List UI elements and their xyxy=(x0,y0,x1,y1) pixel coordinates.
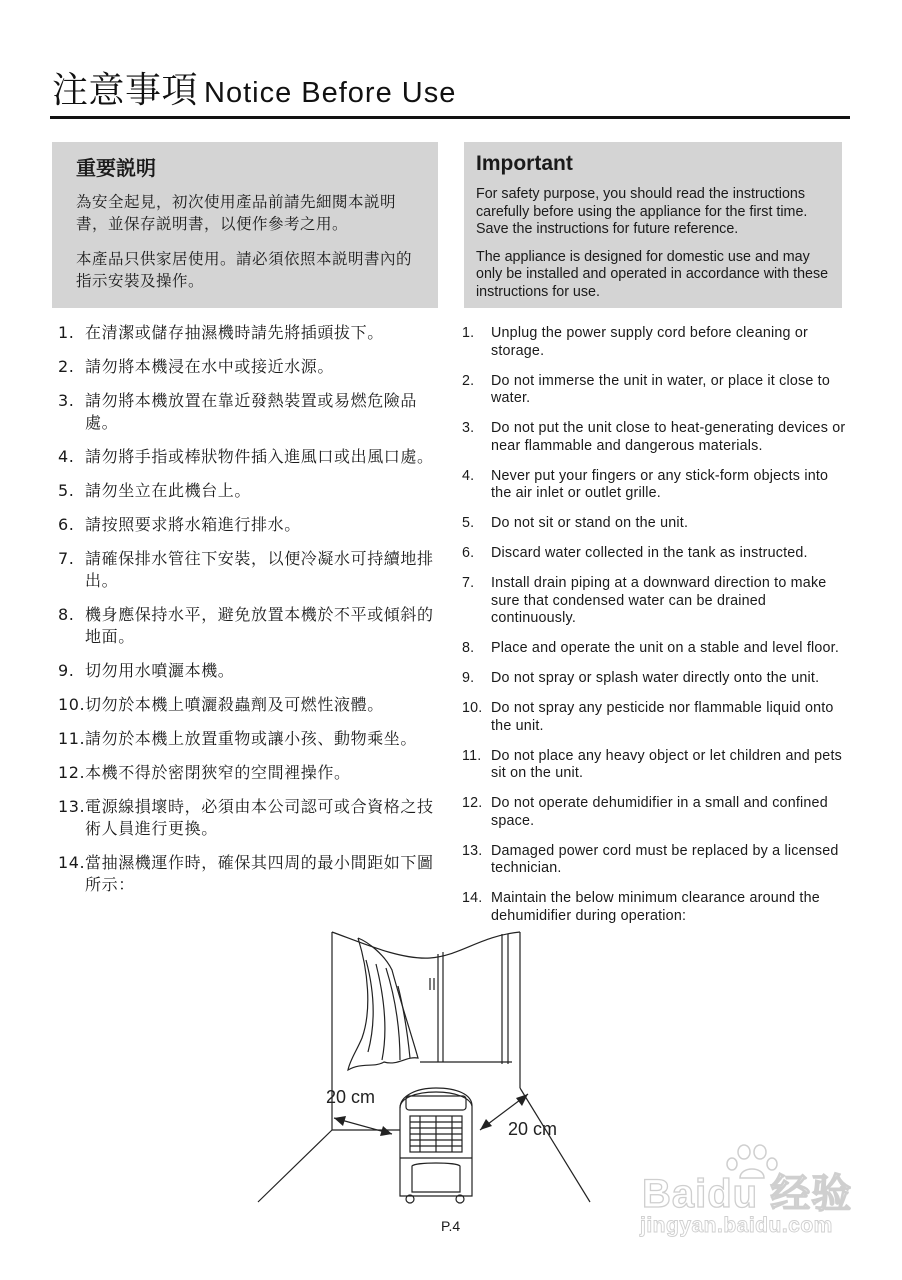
list-item-number: 13. xyxy=(462,842,483,859)
title-divider xyxy=(50,116,850,119)
list-item-number: 14. xyxy=(462,890,483,906)
list-item-text: Do not sit or stand on the unit. xyxy=(491,515,689,531)
list-item-number: 5. xyxy=(58,481,75,500)
list-item-text: 切勿用水噴灑本機。 xyxy=(85,661,235,680)
list-item xyxy=(58,446,438,468)
list-item-text: Never put your fingers or any stick-form objects into the air inlet or outlet grille. xyxy=(491,467,829,501)
list-item-number: 1. xyxy=(58,323,75,342)
list-item xyxy=(462,890,846,925)
list-item xyxy=(462,670,846,688)
list-item xyxy=(58,660,438,682)
list-item xyxy=(462,795,846,830)
page-number: P.4 xyxy=(441,1218,461,1234)
list-item xyxy=(58,356,438,378)
list-item xyxy=(462,325,846,360)
list-item xyxy=(58,604,438,648)
list-item xyxy=(58,762,438,784)
list-item-number: 4. xyxy=(58,447,75,466)
list-item-text: 請勿坐立在此機台上。 xyxy=(85,481,252,500)
list-item-number: 6. xyxy=(58,515,75,534)
list-item-text: Do not operate dehumidifier in a small and confined space. xyxy=(491,795,828,829)
list-item xyxy=(462,575,846,628)
list-item-text: Place and operate the unit on a stable and level floor. xyxy=(491,640,840,656)
page-title xyxy=(52,62,456,113)
list-item-text: Discard water collected in the tank as instructed. xyxy=(491,545,808,561)
list-item-number: 12. xyxy=(58,763,86,782)
important-paragraph-zh-2: 本產品只供家居使用。請必須依照本説明書內的指示安裝及操作。 xyxy=(76,250,413,290)
list-item-number: 14. xyxy=(58,853,86,872)
list-item xyxy=(58,514,438,536)
list-item xyxy=(462,515,846,533)
baidu-logo-text: Baidu 经验 xyxy=(642,1172,853,1216)
page-title-zh: 注意事項 xyxy=(52,70,199,111)
list-item xyxy=(58,796,438,840)
list-item-text: 請勿將本機浸在水中或接近水源。 xyxy=(85,357,335,376)
list-item-text: 當抽濕機運作時，確保其四周的最小間距如下圖所示： xyxy=(85,853,434,894)
important-heading-zh: 重要説明 xyxy=(76,156,156,180)
list-item xyxy=(58,852,438,896)
list-item-number: 9. xyxy=(462,670,475,686)
list-item-text: Do not spray or splash water directly onto the unit. xyxy=(491,670,820,686)
list-item-text: Do not immerse the unit in water, or place it close to water. xyxy=(491,372,830,406)
list-item-text: Do not place any heavy object or let children and pets sit on the unit. xyxy=(491,747,842,781)
list-item-text: 請勿將手指或棒狀物件插入進風口或出風口處。 xyxy=(85,447,434,466)
list-item-number: 7. xyxy=(58,549,75,568)
list-item xyxy=(462,373,846,408)
list-item-number: 2. xyxy=(462,372,475,389)
page-title-en: Notice Before Use xyxy=(204,77,457,109)
list-item xyxy=(462,700,846,735)
important-paragraph-en-2: The appliance is designed for domestic use and may only be installed and operated in accordance with these instructions for use. xyxy=(476,248,829,300)
list-item-text: 在清潔或儲存抽濕機時請先將插頭拔下。 xyxy=(85,323,384,342)
list-item-text: 電源線損壞時，必須由本公司認可或合資格之技術人員進行更換。 xyxy=(85,797,434,838)
list-item xyxy=(58,390,438,434)
list-item-text: Do not put the unit close to heat-generating devices or near flammable and dangerous materials. xyxy=(491,420,846,454)
notice-list-en xyxy=(462,325,846,938)
list-item-number: 10. xyxy=(58,695,86,714)
list-item xyxy=(462,843,846,878)
important-heading-en: Important xyxy=(476,152,573,175)
list-item xyxy=(58,694,438,716)
clearance-left-label: 20 cm xyxy=(326,1087,376,1107)
list-item xyxy=(462,468,846,503)
list-item-text: 請確保排水管往下安裝，以便冷凝水可持續地排出。 xyxy=(85,549,434,590)
list-item xyxy=(58,480,438,502)
list-item-text: 請勿於本機上放置重物或讓小孩、動物乘坐。 xyxy=(85,729,418,748)
list-item-text: Unplug the power supply cord before cleaning or storage. xyxy=(491,325,808,359)
clearance-illustration xyxy=(250,930,640,1212)
list-item-number: 1. xyxy=(462,325,475,341)
list-item-text: Maintain the below minimum clearance around the dehumidifier during operation: xyxy=(491,890,820,924)
list-item xyxy=(58,728,438,750)
list-item-number: 11. xyxy=(462,747,482,764)
list-item-text: 切勿於本機上噴灑殺蟲劑及可燃性液體。 xyxy=(85,695,384,714)
list-item-text: Do not spray any pesticide nor flammable liquid onto the unit. xyxy=(491,700,834,734)
list-item xyxy=(462,420,846,455)
list-item-text: Install drain piping at a downward direction to make sure that condensed water can be drained continuously. xyxy=(491,575,827,626)
important-box-en xyxy=(464,142,842,308)
baidu-url-text: jingyan.baidu.com xyxy=(640,1214,833,1237)
list-item xyxy=(462,640,846,658)
important-paragraph-en-1: For safety purpose, you should read the instructions carefully before using the appliance for the first time. Save the instructions for future reference. xyxy=(476,186,808,237)
list-item-text: 機身應保持水平，避免放置本機於不平或傾斜的地面。 xyxy=(85,605,434,646)
list-item xyxy=(462,545,846,563)
list-item-number: 6. xyxy=(462,545,475,561)
list-item-text: Damaged power cord must be replaced by a licensed technician. xyxy=(491,842,839,876)
list-item-number: 8. xyxy=(462,640,475,656)
list-item-text: 本機不得於密閉狹窄的空間裡操作。 xyxy=(85,763,351,782)
important-box-zh xyxy=(52,142,438,308)
list-item xyxy=(58,322,438,344)
list-item-number: 12. xyxy=(462,795,483,811)
list-item-number: 11. xyxy=(58,729,86,748)
list-item-number: 8. xyxy=(58,605,75,624)
list-item-number: 13. xyxy=(58,797,86,816)
baidu-watermark xyxy=(640,1142,870,1252)
list-item-number: 5. xyxy=(462,515,475,531)
list-item-number: 3. xyxy=(58,391,75,410)
clearance-right-label: 20 cm xyxy=(508,1119,558,1139)
notice-list-zh xyxy=(58,322,438,908)
list-item-text: 請按照要求將水箱進行排水。 xyxy=(85,515,301,534)
clearance-figure xyxy=(250,930,640,1212)
list-item-number: 3. xyxy=(462,420,475,436)
list-item-number: 9. xyxy=(58,661,75,680)
list-item-number: 10. xyxy=(462,700,483,716)
list-item xyxy=(462,748,846,783)
list-item-text: 請勿將本機放置在靠近發熱裝置或易燃危險品處。 xyxy=(85,391,418,432)
list-item xyxy=(58,548,438,592)
list-item-number: 7. xyxy=(462,575,475,591)
important-paragraph-zh-1: 為安全起見，初次使用產品前請先細閱本説明書，並保存説明書，以便作參考之用。 xyxy=(76,193,397,233)
list-item-number: 4. xyxy=(462,467,475,484)
list-item-number: 2. xyxy=(58,357,75,376)
